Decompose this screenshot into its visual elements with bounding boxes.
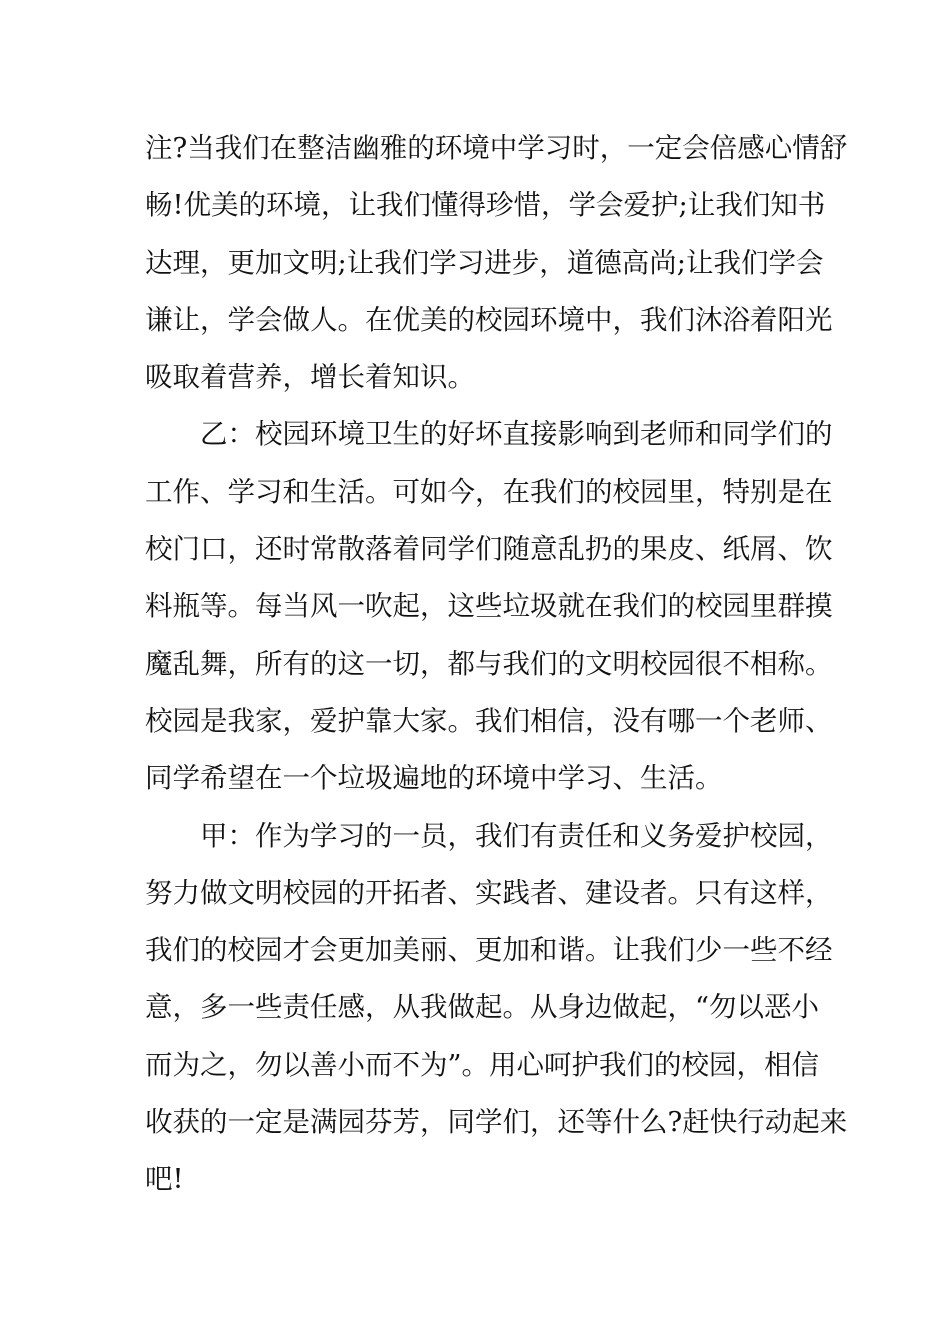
paragraph-2	[145, 406, 833, 807]
text-line: 乙：校园环境卫生的好坏直接影响到老师和同学们的	[200, 418, 833, 451]
text-line: 收获的一定是满园芬芳，同学们，还等什么?赶快行动起来	[145, 1106, 848, 1139]
text-line: 努力做文明校园的开拓者、实践者、建设者。只有这样，	[145, 876, 833, 909]
text-line: 达理，更加文明;让我们学习进步，道德高尚;让我们学会	[145, 246, 824, 279]
text-line: 吧!	[145, 1163, 184, 1196]
text-line: 校门口，还时常散落着同学们随意乱扔的果皮、纸屑、饮	[145, 533, 833, 566]
text-line: 注?当我们在整洁幽雅的环境中学习时，一定会倍感心情舒	[145, 132, 848, 164]
text-line: 我们的校园才会更加美丽、更加和谐。让我们少一些不经	[145, 934, 833, 967]
text-line: 谦让，学会做人。在优美的校园环境中，我们沐浴着阳光	[145, 303, 833, 336]
text-line: 而为之，勿以善小而不为”。用心呵护我们的校园，相信	[145, 1048, 820, 1081]
paragraph-1	[145, 120, 848, 406]
document-body	[145, 120, 848, 1209]
text-line: 甲：作为学习的一员，我们有责任和义务爱护校园，	[200, 819, 833, 852]
text-line: 同学希望在一个垃圾遍地的环境中学习、生活。	[145, 762, 723, 795]
text-line: 吸取着营养，增长着知识。	[145, 361, 475, 394]
text-line: 工作、学习和生活。可如今，在我们的校园里，特别是在	[145, 475, 833, 508]
paragraph-3	[145, 808, 848, 1209]
text-line: 意，多一些责任感，从我做起。从身边做起，“勿以恶小	[145, 991, 820, 1024]
text-line: 校园是我家，爱护靠大家。我们相信，没有哪一个老师、	[145, 704, 833, 737]
text-line: 魔乱舞，所有的这一切，都与我们的文明校园很不相称。	[145, 647, 833, 680]
text-line: 料瓶等。每当风一吹起，这些垃圾就在我们的校园里群摸	[145, 590, 833, 623]
text-line: 畅!优美的环境，让我们懂得珍惜，学会爱护;让我们知书	[145, 189, 826, 222]
